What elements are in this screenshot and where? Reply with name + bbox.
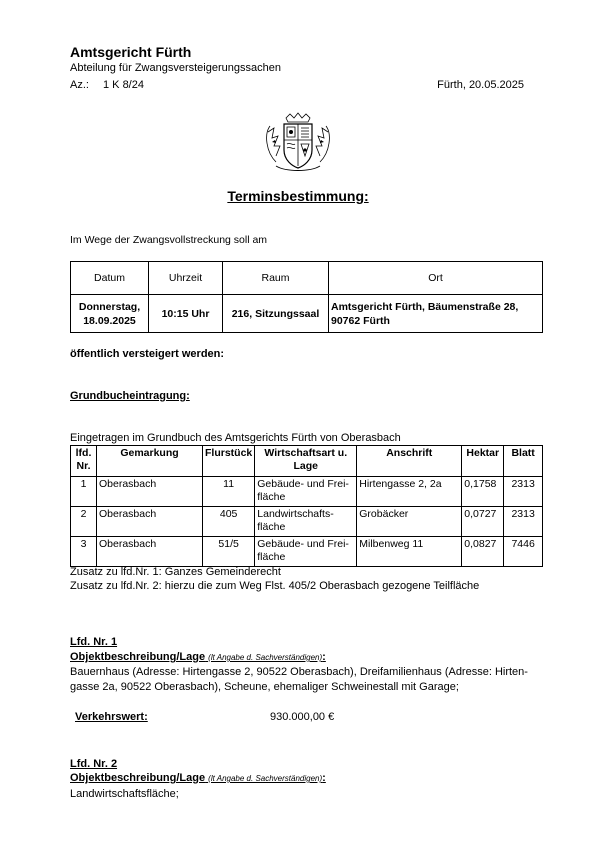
case-number: 1 K 8/24: [103, 79, 144, 91]
appointment-location: Amtsgericht Fürth, Bäumenstraße 28, 90762 Fürth: [329, 295, 543, 333]
place-date: Fürth, 20.05.2025: [437, 79, 524, 91]
col-wirtschaftsart: Wirtschaftsart u. Lage: [255, 446, 357, 477]
object-1-description-line-1: Bauernhaus (Adresse: Hirtengasse 2, 90522 Oberasbach), Dreifamilienhaus (Adresse: Hirten-: [70, 666, 528, 678]
cell-anschrift: Grobäcker: [357, 507, 462, 537]
col-blatt: Blatt: [504, 446, 543, 477]
col-gemarkung: Gemarkung: [97, 446, 203, 477]
table-row: [71, 537, 543, 567]
object-1-heading: Lfd. Nr. 1: [70, 636, 118, 648]
appointment-date: Donnerstag, 18.09.2025: [71, 295, 149, 333]
document-title: Terminsbestimmung:: [227, 188, 369, 204]
land-register-heading: Grundbucheintragung:: [70, 390, 190, 402]
market-value: 930.000,00 €: [270, 711, 335, 723]
land-register-intro: Eingetragen im Grundbuch des Amtsgerichts Fürth von Oberasbach: [70, 432, 401, 444]
auction-statement: öffentlich versteigert werden:: [70, 348, 225, 360]
land-register-table: [70, 445, 543, 567]
table-row: [71, 477, 543, 507]
cell-nr: 3: [71, 537, 97, 567]
header-datum: Datum: [71, 262, 149, 295]
header-uhrzeit: Uhrzeit: [149, 262, 223, 295]
table-row: [71, 507, 543, 537]
appointment-table-header: [71, 262, 543, 295]
cell-gemarkung: Oberasbach: [97, 537, 203, 567]
market-value-label: Verkehrswert:: [75, 711, 148, 723]
cell-hektar: 0,0727: [462, 507, 504, 537]
object-1-description-label: Objektbeschreibung/Lage (lt Angabe d. Sachverständigen):: [70, 651, 326, 663]
col-hektar: Hektar: [462, 446, 504, 477]
appointment-table: [70, 261, 543, 333]
court-name: Amtsgericht Fürth: [70, 44, 192, 60]
object-2-description: Landwirtschaftsfläche;: [70, 788, 179, 800]
header-raum: Raum: [223, 262, 329, 295]
cell-flurstueck: 405: [203, 507, 255, 537]
cell-flurstueck: 51/5: [203, 537, 255, 567]
cell-blatt: 7446: [504, 537, 543, 567]
cell-hektar: 0,0827: [462, 537, 504, 567]
cell-wirtschaftsart: Gebäude- und Frei- fläche: [255, 477, 357, 507]
cell-gemarkung: Oberasbach: [97, 477, 203, 507]
cell-blatt: 2313: [504, 507, 543, 537]
object-2-description-label: Objektbeschreibung/Lage (lt Angabe d. Sachverständigen):: [70, 772, 326, 784]
bavarian-coat-of-arms-icon: [262, 112, 334, 174]
cell-anschrift: Milbenweg 11: [357, 537, 462, 567]
department: Abteilung für Zwangsversteigerungssachen: [70, 62, 281, 74]
appointment-table-row: [71, 295, 543, 333]
object-2-hint: (lt Angabe d. Sachverständigen): [208, 774, 323, 783]
case-number-label: Az.:: [70, 79, 89, 91]
cell-nr: 2: [71, 507, 97, 537]
header-ort: Ort: [329, 262, 543, 295]
object-2-heading: Lfd. Nr. 2: [70, 758, 118, 770]
object-1-description-line-2: gasse 2a, 90522 Oberasbach), Scheune, ehemaliger Schweinestall mit Garage;: [70, 681, 459, 693]
appointment-room: 216, Sitzungssaal: [223, 295, 329, 333]
cell-wirtschaftsart: Gebäude- und Frei- fläche: [255, 537, 357, 567]
col-lfd: lfd. Nr.: [71, 446, 97, 477]
intro-text: Im Wege der Zwangsvollstreckung soll am: [70, 234, 268, 246]
addition-note-1: Zusatz zu lfd.Nr. 1: Ganzes Gemeinderecht: [70, 566, 281, 578]
cell-flurstueck: 11: [203, 477, 255, 507]
col-flurstueck: Flurstück: [203, 446, 255, 477]
col-anschrift: Anschrift: [357, 446, 462, 477]
cell-hektar: 0,1758: [462, 477, 504, 507]
addition-note-2: Zusatz zu lfd.Nr. 2: hierzu die zum Weg Flst. 405/2 Oberasbach gezogene Teilfläche: [70, 580, 480, 592]
cell-anschrift: Hirtengasse 2, 2a: [357, 477, 462, 507]
object-1-hint: (lt Angabe d. Sachverständigen): [208, 653, 323, 662]
cell-blatt: 2313: [504, 477, 543, 507]
land-register-header: [71, 446, 543, 477]
appointment-time: 10:15 Uhr: [149, 295, 223, 333]
cell-wirtschaftsart: Landwirtschafts- fläche: [255, 507, 357, 537]
cell-gemarkung: Oberasbach: [97, 507, 203, 537]
cell-nr: 1: [71, 477, 97, 507]
